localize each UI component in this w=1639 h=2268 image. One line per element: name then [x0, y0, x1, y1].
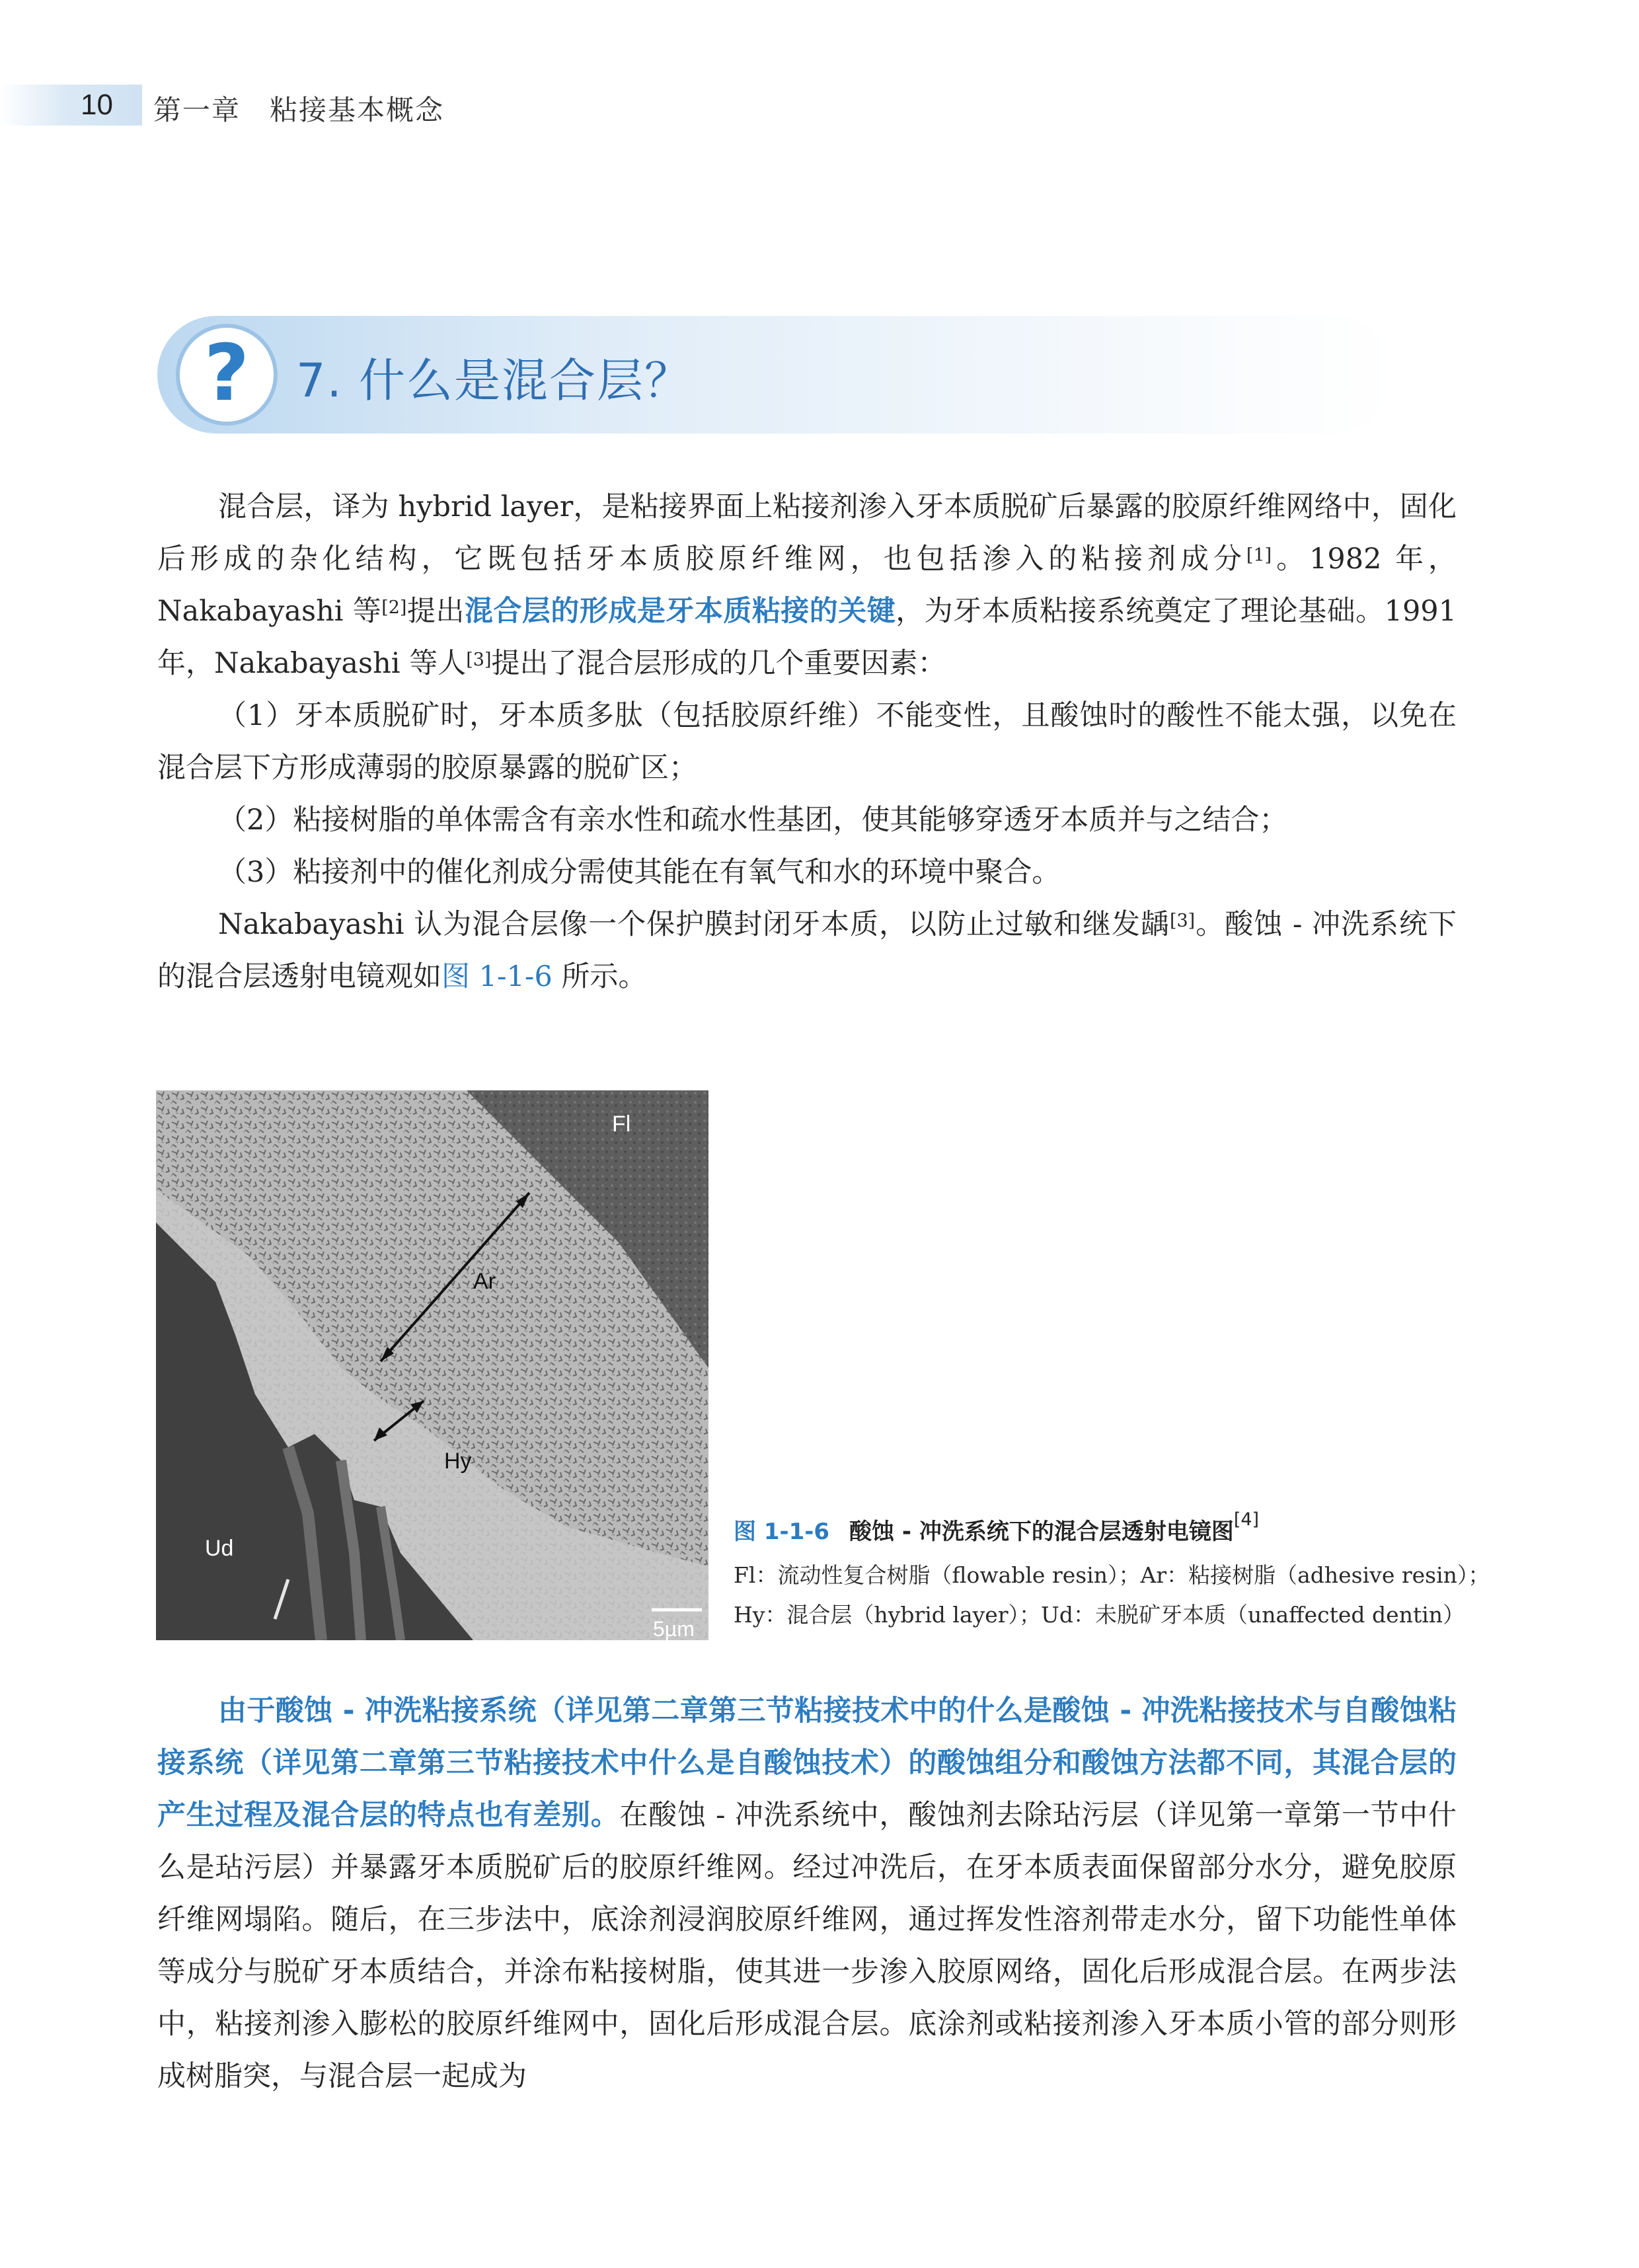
citation: [3] [466, 650, 492, 670]
tem-micrograph [156, 1090, 708, 1640]
caption-title: 酸蚀 - 冲洗系统下的混合层透射电镜图 [849, 1519, 1234, 1545]
question-mark-icon: ? [176, 324, 278, 426]
figure-caption [734, 1509, 1260, 1546]
section-title: 7. 什么是混合层？ [296, 354, 693, 408]
key-statement: 混合层的形成是牙本质粘接的关键 [464, 595, 896, 628]
list-item: （1）牙本质脱矿时，牙本质多肽（包括胶原纤维）不能变性，且酸蚀时的酸性不能太强，以免在混合层下方形成薄弱的胶原暴露的脱矿区； [157, 699, 1457, 784]
emphasis-text: 由于酸蚀 - 冲洗粘接系统（详见第二章第三节粘接技术中的什么是酸蚀 - 冲洗粘接技术与自酸蚀粘接系统（详见第二章第三节粘接技术中什么是自酸蚀技术）的酸蚀组分和酸蚀方法都不同，其混合层的产生过程及混合层的特点也有差别。 [157, 1694, 1457, 1832]
label-ud: Ud [205, 1536, 234, 1561]
label-ar: Ar [473, 1269, 496, 1294]
label-fl: Fl [612, 1112, 631, 1137]
label-hy: Hy [444, 1449, 472, 1474]
chapter-number: 第一章 [153, 94, 241, 126]
citation: [2] [381, 597, 407, 618]
caption-legend: Fl：流动性复合树脂（flowable resin）；Ar：粘接树脂（adhesive resin）； [734, 1562, 1490, 1588]
figure-number: 图 1-1-6 [734, 1519, 830, 1545]
scale-label: 5µm [653, 1617, 695, 1640]
citation: [1] [1246, 545, 1272, 566]
list-item: （2）粘接树脂的单体需含有亲水性和疏水性基团，使其能够穿透牙本质并与之结合； [218, 804, 1288, 837]
header-band [0, 85, 142, 126]
caption-legend: Hy：混合层（hybrid layer）；Ud：未脱矿牙本质（unaffected dentin） [734, 1602, 1465, 1628]
list-item: （3）粘接剂中的催化剂成分需使其能在有氧气和水的环境中聚合。 [218, 856, 1061, 889]
chapter-title: 粘接基本概念 [270, 94, 445, 126]
citation: [4] [1233, 1509, 1260, 1530]
citation: [3] [1169, 911, 1196, 931]
paragraph-intro: 混合层，译为 hybrid layer，是粘接界面上粘接剂渗入牙本质脱矿后暴露的胶原纤维网络中，固化后形成的杂化结构，它既包括牙本质胶原纤维网，也包括渗入的粘接剂成分[1]。1982 年，Nakabayashi 等[2]提出混合层的形成是牙本质粘接的关键，为牙本质粘接系统奠定了理论基础。1991 年，Nakabayashi 等人[3]提出了混合层形成的几个重要因素： [157, 490, 1457, 680]
page-number: 10 [81, 89, 113, 121]
figure-link[interactable]: 图 1-1-6 [441, 960, 553, 993]
chapter-heading [153, 89, 473, 128]
paragraph-figure-ref: Nakabayashi 认为混合层像一个保护膜封闭牙本质，以防止过敏和继发龋[3]。酸蚀 - 冲洗系统下的混合层透射电镜观如图 1-1-6 所示。 [157, 908, 1457, 993]
paragraph-hybrid-process: 由于酸蚀 - 冲洗粘接系统（详见第二章第三节粘接技术中的什么是酸蚀 - 冲洗粘接技术与自酸蚀粘接系统（详见第二章第三节粘接技术中什么是自酸蚀技术）的酸蚀组分和酸蚀方法都不同，其混合层的产生过程及混合层的特点也有差别。在酸蚀 - 冲洗系统中，酸蚀剂去除玷污层（详见第一章第一节中什么是玷污层）并暴露牙本质脱矿后的胶原纤维网。经过冲洗后，在牙本质表面保留部分水分，避免胶原纤维网塌陷。随后，在三步法中，底涂剂浸润胶原纤维网，通过挥发性溶剂带走水分，留下功能性单体等成分与脱矿牙本质结合，并涂布粘接树脂，使其进一步渗入胶原网络，固化后形成混合层。在两步法中，粘接剂渗入膨松的胶原纤维网中，固化后形成混合层。底涂剂或粘接剂渗入牙本质小管的部分则形成树脂突，与混合层一起成为 [157, 1694, 1457, 2093]
